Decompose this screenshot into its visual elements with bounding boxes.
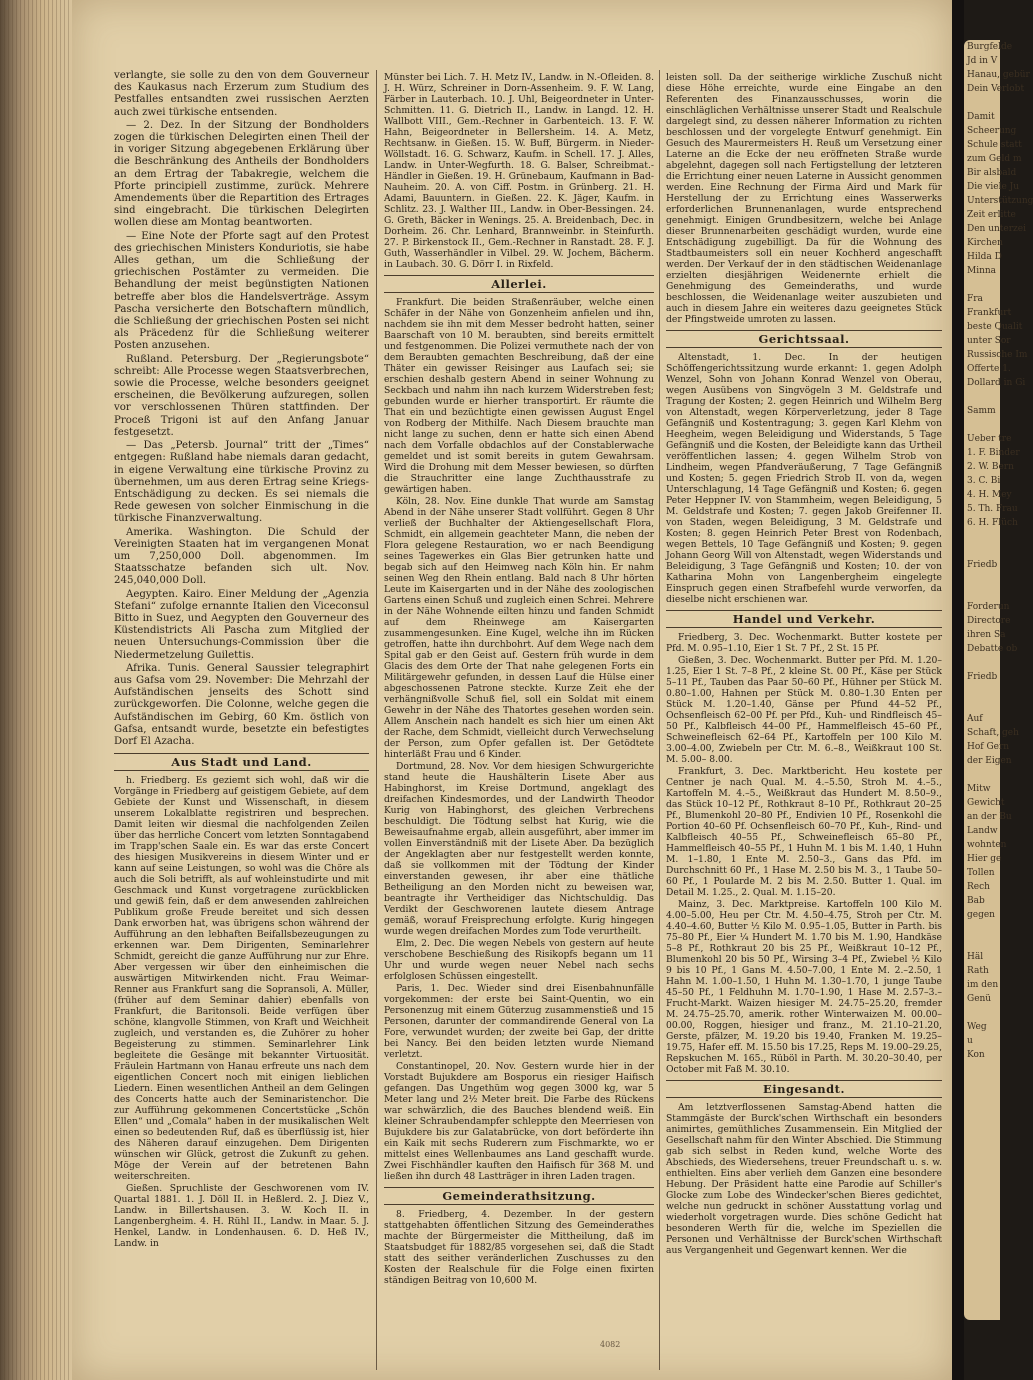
adjacent-page-line: Schule statt [967,140,1022,150]
adjacent-page-line [964,922,1000,936]
adjacent-page-line: Genü [967,994,992,1004]
adjacent-page-line [964,684,1000,698]
adjacent-page-line: Minna [967,266,997,276]
adjacent-page-line: Burgfelde [967,42,1013,52]
adjacent-page-line: Häl [967,952,984,962]
adjacent-page-line: ihren Sa [967,630,1006,640]
adjacent-page-line: Ueber tre [967,434,1012,444]
adjacent-page-line: im den [967,980,999,990]
adjacent-page-line: Russische Im [967,350,1028,360]
section-heading: Eingesandt. [666,1080,942,1098]
adjacent-page-line: Bab [967,896,985,906]
adjacent-page-line: unter Sor [967,336,1011,346]
adjacent-page-line: Hanau, gebür [967,70,1030,80]
adjacent-page-line: 3. C. Bi [967,476,1001,486]
article-paragraph: Mainz, 3. Dec. Marktpreise. Kartoffeln 100 Kilo M. 4.00–5.00, Heu per Ctr. M. 4.50–4.75, Stroh per Ctr. M. 4.40–4.60, Butter ½ Kilo M. 0.95–1.05, Butter in Parth. bis 75–80 Pf., Eier ¼ Hundert M. 1.70 bis M. 1.90, Handkäse 5–8 Pf., Rothkraut 20 bis 25 Pf., Weißkraut 10–12 Pf., Blumenkohl 20 bis 50 Pf., Wirsing 3–4 Pf., Zwiebel ½ Kilo 9 bis 10 Pf., 1 Gans M. 4.50–7.00, 1 Ente M. 2.–2.50, 1 Hahn M. 1.00–1.50, 1 Huhn M. 1.30–1.70, 1 junge Taube 45–50 Pf., 1 Feldhuhn M. 1.70–1.90, 1 Hase M. 2.57–3.– Frucht-Markt. Waizen hiesiger M. 24.75–25.20, fremder M. 24.75–25.70, amerik. rother Winterwaizen M. 00.00–00.00, Roggen, hiesiger und franz., M. 21.10–21.20, Gerste, pfälzer, M. 19.20 bis 19.40, Franken M. 19.25–19.75, Hafer eff. M. 15.50 bis 17.25, Reps M. 19.00–29.25, Repskuchen M. 165., Rüböl in Parth. M. 30.20–30.40, per October mit Faß M. 30.10. [666,899,942,1075]
adjacent-page-line [964,530,1000,544]
adjacent-page-line [964,572,1000,586]
article-paragraph: h. Friedberg. Es geziemt sich wohl, daß wir die Vorgänge in Friedberg auf geistigem Gebiete, auf dem Gebiete der Kunst und Wissenschaft, in diesem unserem Lokalblatte registriren und besprechen. Damit leiten wir diesmal die nachfolgenden Zeilen über das herrliche Concert vom letzten Sonntagabend im Trapp'schen Saale ein. Es war das erste Concert des hiesigen Musikvereins in diesem Winter und er kann auf seine Leistungen, so wohl was die Chöre als auch die Soli betrifft, als auf wohleinstudirte und mit Geschmack und Kunst vorgetragene zurückblicken und gewiß fein, daß er dem anwesenden zahlreichen Publikum große Freude bereitet und sich dessen Dank erworben hat, was übrigens schon während der Aufführung an den lebhaften Beifallsbezeugungen zu erkennen war. Dem Dirigenten, Seminarlehrer Schmidt, gereicht die ganze Aufführung nur zur Ehre. Aber vergessen wir über den einheimischen die auswärtigen Mitwirkenden nicht. Frau Weimar-Renner aus Frankfurt sang die Sopransoli, A. Müller, (früher auf dem Seminar dahier) ebenfalls von Frankfurt, die Baritonsoli. Beide verfügen über schöne, klangvolle Stimmen, von Kraft und Weichheit zugleich, und verstanden es, die Zuhörer zu hoher Begeisterung zu stimmen. Seminarlehrer Link begleitete die Gesänge mit bekannter Virtuosität. Fräulein Hartmann von Hanau erfreute uns nach dem eigentlichen Concert noch mit einigen lieblichen Liedern. Einen wesentlichen Antheil an dem Gelingen des Concerts hatte auch der Seminaristenchor. Die zur Aufführung gekommenen Concertstücke „Schön Ellen“ und „Comala“ haben in der musikalischen Welt einen so bedeutenden Ruf, daß es überflüssig ist, hier des Näheren darauf einzugehen. Dem Dirigenten wünschen wir Glück, getrost die Zukunft zu gehen. Möge der Verein auf der betretenen Bahn weiterschreiten. [114,775,369,1183]
article-paragraph: verlangte, sie solle zu den von dem Gouverneur des Kaukasus nach Erzerum zum Studium des Pestfalles entsandten zwei russischen Aerzten auch zwei türkische entsenden. [114,70,369,118]
adjacent-page-line: Hier ge [967,854,1002,864]
adjacent-page-line: Friedb [967,672,998,682]
adjacent-page-line [964,418,1000,432]
adjacent-page-line [964,698,1000,712]
adjacent-page-line: wohnten [967,840,1007,850]
adjacent-page-line [964,278,1000,292]
adjacent-page-line: Auf [967,714,983,724]
article-paragraph: Rußland. Petersburg. Der „Regierungsbote“ schreibt: Alle Processe wegen Staatsverbrechen, sowie die Processe, welche besonders geeignet erscheinen, die Bevölkerung aufzuregen, sollen vor verschlossenen Thüren stattfinden. Der Proceß Trigoni ist auf den Anfang Januar festgesetzt. [114,353,369,438]
adjacent-page-line: zum Geld m [967,154,1022,164]
adjacent-page-line: Fra [967,294,983,304]
adjacent-page-line [964,544,1000,558]
adjacent-page-line: Mitw [967,784,991,794]
adjacent-page-line [964,768,1000,782]
adjacent-page-line: beste Qualit [967,322,1023,332]
adjacent-page-line: Hof Gern [967,742,1010,752]
adjacent-page-line: Dein Verlobt [967,84,1025,94]
article-paragraph: Friedberg, 3. Dec. Wochenmarkt. Butter kostete per Pfd. M. 0.95–1.10, Eier 1 St. 7 Pf., 2 St. 15 Pf. [666,632,942,654]
adjacent-page-line: 4. H. Mey [967,490,1012,500]
adjacent-page-line: Gewicht [967,798,1005,808]
adjacent-page-line: Dollard in Gi [967,378,1026,388]
adjacent-page-line: Landw [967,826,998,836]
adjacent-page-line: Unterstützung [967,196,1033,206]
article-paragraph: — Das „Petersb. Journal“ tritt der „Times“ entgegen: Rußland habe niemals daran gedacht, in eigene Verwaltung eine türkische Provinz zu übernehmen, um aus deren Ertrag seine Kriegs-Entschädigung zu decken. Es sei niemals die Rede gewesen von solcher Einmischung in die türkische Finanzverwaltung. [114,440,369,525]
article-paragraph: — Eine Note der Pforte sagt auf den Protest des griechischen Ministers Konduriotis, sie habe Alles gethan, um die Schließung der griechischen Postämter zu vermeiden. Die Behandlung der meist begünstigten Nationen betreffe aber blos die Handelsverträge. Assym Pascha versicherte den Botschaftern mündlich, die Schließung der griechischen Posten sei nicht als Präcedenz für die Schließung weiterer Posten anzusehen. [114,230,369,352]
adjacent-page-line: Debatte ob [967,644,1018,654]
section-heading: Gemeinderathsitzung. [384,1187,654,1205]
article-paragraph: Constantinopel, 20. Nov. Gestern wurde hier in der Vorstadt Bujukdere am Bosporus ein riesiger Haifisch gefangen. Das Ungethüm wog gegen 3000 kg, war 5 Meter lang und 2½ Meter breit. Die Farbe des Rückens war schwärzlich, die des Bauches blendend weiß. Ein kleiner Schraubendampfer schleppte den Meerriesen von Bujukdere bis zur Galatabrücke, von dort beförderte ihn ein Kaik mit sechs Ruderern zum Fischmarkte, wo er mittelst eines Wellenbaumes ans Land geschafft wurde. Zwei Fischhändler kauften den Haifisch für 368 M. und ließen ihn durch 48 Lastträger in ihren Laden tragen. [384,1061,654,1182]
adjacent-page-line: Rech [967,882,990,892]
adjacent-page-line [964,936,1000,950]
article-paragraph: Am letztverflossenen Samstag-Abend hatten die Stammgäste der Burck'schen Wirthschaft ein besonders animirtes, gemüthliches Zusammensein. Ein Mitglied der Gesellschaft nahm für den Winter Abschied. Die Stimmung gab sich selbst in Reden kund, welche Worte des Abschieds, des Wiedersehens, treuer Freundschaft u. s. w. enthielten. Eins aber verlieh dem Ganzen eine besondere Hebung. Der Präsident hatte eine Parodie auf Schiller's Glocke zum Lobe des Windecker'schen Bieres gedichtet, welche nun gedruckt in schöner Ausstattung vorlag und wiederholt vorgetragen wurde. Dies schöne Gedicht hat besonderen Werth für die, welche im Speziellen die Personen und Verhältnisse der Burck'schen Wirthschaft aus Vergangenheit und Gegenwart kennen. Wer die [666,1102,942,1256]
adjacent-page-line: Tollen [967,868,995,878]
newspaper-page [72,0,952,1380]
adjacent-page-line [964,586,1000,600]
column-3 [666,72,942,1372]
adjacent-page-line: 1. F. Binder [967,448,1020,458]
adjacent-page-line: Forderun [967,602,1010,612]
adjacent-page-line: Weg [967,1022,987,1032]
article-paragraph: Frankfurt. Die beiden Straßenräuber, welche einen Schäfer in der Nähe von Gonzenheim anfielen und ihn, nachdem sie ihn mit dem Messer bedroht hatten, seiner Baarschaft von 10 M. beraubten, sind bereits ermittelt und festgenommen. Die Polizei vermuthete nach der von dem Beraubten gemachten Beschreibung, daß der eine Thäter ein gewisser Reisinger aus Laufach sei; sie erschien deshalb gestern Abend in seiner Wohnung zu Seckbach und nahm ihn nach kurzem Widerstreben fest; gebunden wurde er hierher transportirt. Er räumte die That ein und bezüchtigte einen gewissen August Engel von Rodberg der Mithilfe. Nach Diesem brauchte man nicht lange zu suchen, denn er hatte sich einen Abend nach dem Vorfalle obdachlos auf der Constablerwache gemeldet und ist somit bereits in gutem Gewahrsam. Wird die Drohung mit dem Messer bewiesen, so dürften die Strauchritter eine lange Zuchthausstrafe zu gewärtigen haben. [384,297,654,495]
adjacent-page-line: Scheerung [967,126,1017,136]
section-heading: Handel und Verkehr. [666,610,942,628]
adjacent-page-line [964,390,1000,404]
article-paragraph: Gießen. Spruchliste der Geschworenen vom IV. Quartal 1881. 1. J. Döll II. in Heßlerd. 2. J. Diez V., Landw. in Billertshausen. 3. W. Koch II. in Langenbergheim. 4. H. Rühl II., Landw. in Maar. 5. J. Henkel, Landw. in Londenhausen. 6. D. Heß IV., Landw. in [114,1183,369,1250]
page-gap [952,0,964,1380]
article-paragraph: Frankfurt, 3. Dec. Marktbericht. Heu kostete per Centner je nach Qual. M. 4.–5.50, Stroh M. 4.–5., Kartoffeln M. 4.–5., Weißkraut das Hundert M. 8.50–9., das Stück 10–12 Pf., Rothkraut 8–10 Pf., Rothkraut 20–25 Pf., Blumenkohl 20–80 Pf., Endivien 10 Pf., Rosenkohl die Portion 40–60 Pf. Ochsenfleisch 60–70 Pf., Kuh-, Rind- und Kalbfleisch 40–55 Pf., Schweinefleisch 65–80 Pf., Hammelfleisch 40–55 Pf., 1 Huhn M. 1 bis M. 1.40, 1 Huhn M. 1–1.80, 1 Ente M. 2.50–3., Gans das Pfd. im Durchschnitt 60 Pf., 1 Hase M. 2.50 bis M. 3., 1 Taube 50–60 Pf., 1 Poularde M. 2 bis M. 2.50. Butter 1. Qual. im Detail M. 1.25., 2. Qual. M. 1.15–20. [666,766,942,898]
article-paragraph: Altenstadt, 1. Dec. In der heutigen Schöffengerichtssitzung wurde erkannt: 1. gegen Adolph Wenzel, Sohn von Johann Konrad Wenzel von Oberau, wegen Ausübens von Singvögeln 3 M. Geldstrafe und Tragung der Kosten; 2. gegen Heinrich und Wilhelm Berg von Altenstadt, wegen Körperverletzung, jeder 8 Tage Gefängniß und Kostentragung; 3. gegen Karl Klehm von Heegheim, wegen Beleidigung und Widerstands, 5 Tage Gefängniß und die Kosten, der Beleidigte kann das Urtheil veröffentlichen lassen; 4. gegen Wilhelm Strob von Lindheim, wegen Pfandveräußerung, 7 Tage Gefängniß und Kosten; 5. gegen Friedrich Strob II. von da, wegen Unterschlagung, 14 Tage Gefängniß und Kosten; 6. gegen Peter Heppner IV. von Stammheim, wegen Beleidigung, 5 M. Geldstrafe und Kosten; 7. gegen Jakob Greifenner II. von Staden, wegen Beleidigung, 3 M. Geldstrafe und Kosten; 8. gegen Heinrich Peter Brest von Rodenbach, wegen Bettels, 10 Tage Gefängniß und Kosten; 9. gegen Johann Georg Will von Altenstadt, wegen Widerstands und Beleidigung, 3 Tage Gefängniß und Kosten; 10. der von Katharina Mohn von Langenbergheim eingelegte Einspruch gegen einen Strafbefehl wurde verworfen, da dieselbe nicht erschienen war. [666,352,942,605]
adjacent-page-line: Samm [967,406,996,416]
adjacent-page-line: gegen [967,910,995,920]
adjacent-page-line: Schaft, geh [967,728,1019,738]
adjacent-page-line: Zeit erlitte [967,210,1016,220]
column-1 [114,70,369,1370]
article-paragraph: Münster bei Lich. 7. H. Metz IV., Landw. in N.-Ofleiden. 8. J. H. Würz, Schreiner in Dorn-Assenheim. 9. F. W. Lang, Färber in Lauterbach. 10. J. Uhl, Beigeordneter in Unter-Schmitten. 11. G. Dietrich II., Landw. in Langd. 12. H. Wallbott VIII., Gem.-Rechner in Garbenteich. 13. F. W. Hahn, Beigeordneter in Bellersheim. 14. A. Metz, Rechtsanw. in Gießen. 15. W. Buff, Bürgerm. in Nieder-Wöllstadt. 16. G. Schwarz, Kaufm. in Schell. 17. J. Alles, Landw. in Unter-Wegfurth. 18. G. Balser, Schreibmat.-Händler in Gießen. 19. H. Grünebaum, Kaufmann in Bad-Nauheim. 20. A. von Ciff. Postm. in Grünberg. 21. H. Adami, Bauuntern. in Gießen. 22. K. Jäger, Kaufm. in Schlitz. 23. J. Walther III., Landw. in Ober-Bessingen. 24. G. Greth, Bäcker in Wenings. 25. A. Breidenbach, Dec. in Dorheim. 26. Chr. Lenhard, Brannweinbr. in Steinfurth. 27. P. Birkenstock II., Gem.-Rechner in Ranstadt. 28. F. J. Guth, Wasserhändler in Vilbel. 29. W. Jochem, Bächerm. in Laubach. 30. G. Dörr I. in Rixfeld. [384,72,654,270]
adjacent-page-line: Frankfurt [967,308,1012,318]
adjacent-page-line: Friedb [967,560,998,570]
adjacent-page-line: 2. W. Bern [967,462,1014,472]
adjacent-page-line: an der Bu [967,812,1012,822]
adjacent-page-edge [964,40,1033,1320]
adjacent-page-line [964,1006,1000,1020]
adjacent-page-line: Damit [967,112,995,122]
article-paragraph: Aegypten. Kairo. Einer Meldung der „Agenzia Stefani“ zufolge ernannte Italien den Viceconsul Bitto in Suez, und Aegypten den Gouverneur des Küstendistricts Ali Pascha zum Mitglied der neuen Untersuchungs-Commission über die Niedermetzelung Guilettis. [114,588,369,661]
adjacent-page-line: Bir alsbald [967,168,1017,178]
adjacent-page-line: 5. Th. Frau [967,504,1018,514]
article-paragraph: leisten soll. Da der seitherige wirkliche Zuschuß nicht diese Höhe erreichte, wurde eine Eingabe an den Referenten des Finanzausschusses, worin die einschläglichen Verhältnisse unserer Stadt und Realschule dargelegt sind, zu dessen näherer Information zu richten beschlossen und der vorgelegte Entwurf genehmigt. Ein Gesuch des Maurermeisters H. Reuß um Versetzung einer Laterne an die Ecke der neu eröffneten Straße wurde abgelehnt, dagegen soll nach Fertigstellung der letzteren die Errichtung einer neuen Laterne in Aussicht genommen werden. Eine Rechnung der Firma Aird und Mark für Herstellung der zu Errichtung eines Wasserwerks erforderlichen Brunnenanlagen, wurde entsprechend genehmigt. Einigen Grundbesitzern, welche bei Anlage dieser Brunnenarbeiten geschädigt wurden, wurde eine Entschädigung zugebilligt. Da für die Wohnung des Stadtbaumeisters soll ein neuer Kochherd angeschafft werden. Der Verkauf der in den städtischen Weidenanlage erzielten diesjährigen Weidenernte erhielt die Genehmigung des Gemeinderaths, und wurde beschlossen, die Weidenanlage weiter auszubieten und auch in diesem Jahre ein weiteres dazu geeignetes Stück der Pfingstweide umroten zu lassen. [666,72,942,325]
section-heading: Aus Stadt und Land. [114,753,369,771]
adjacent-page-line: Jd in V [967,56,998,66]
article-paragraph: Köln, 28. Nov. Eine dunkle That wurde am Samstag Abend in der Nähe unserer Stadt vollführt. Gegen 8 Uhr verließ der Buchhalter der Aktiengesellschaft Flora, Schmidt, ein allgemein geachteter Mann, die neben der Flora gelegene Restauration, wo er nach Beendigung seines Tagewerkes ein Glas Bier getrunken hatte und begab sich auf den Heimweg nach Köln hin. Er nahm seinen Weg den Rhein entlang. Bald nach 8 Uhr hörten Leute im Kaisergarten und in der Nähe des zoologischen Gartens einen Schuß und zugleich einen Schrei. Mehrere in der Nähe Wohnende eilten hinzu und fanden Schmidt auf dem Rheinwege am Kaisergarten zusammengesunken. Eine Kugel, welche ihn im Rücken getroffen, hatte ihn durchbohrt. Auf dem Wege nach dem Spital gab er den Geist auf. Gestern früh wurde in dem Glacis des dem Orte der That nahe gelegenen Forts ein Militärgewehr gefunden, in dessen Lauf die Hülse einer abgeschossenen Patrone steckte. Kurze Zeit ehe der verhängnißvolle Schuß fiel, soll ein Soldat mit einem Gewehr in der Nähe des Thatortes gesehen worden sein. Allem Anschein nach handelt es sich hier um einen Akt der Rache, dem Schmidt, vielleicht durch Verwechselung der Person, zum Opfer gefallen ist. Der Getödtete hinterläßt Frau und 6 Kinder. [384,496,654,760]
article-paragraph: Dortmund, 28. Nov. Vor dem hiesigen Schwurgerichte stand heute die Haushälterin Lisete Aber aus Habinghorst, im Kreise Dortmund, angeklagt des dreifachen Kindesmordes, und der Landwirth Theodor Kurig von Habinghorst, des gleichen Verbrechens beschuldigt. Die Tödtung selbst hat Kurig, wie die Beweisaufnahme ergab, allein ausgeführt, aber immer im vollen Einverständniß mit der Lisete Aber. Da bezüglich der Angeklagten aber nur festgestellt werden konnte, daß sie vollkommen mit der Tödtung der Kinder einverstanden gewesen, ihr aber eine thätliche Betheiligung an den Morden nicht zu beweisen war, beantragte ihr Vertheidiger das Nichtschuldig. Das Verdikt der Geschworenen lautete diesem Antrage gemäß, worauf Freisprechung erfolgte. Kurig hingegen wurde wegen dreifachen Mordes zum Tode verurtheilt. [384,761,654,937]
section-heading: Allerlei. [384,275,654,293]
column-rule [659,70,660,1370]
adjacent-page-line: Die viele Ju [967,182,1020,192]
page-stamp: 4082 [600,1340,621,1349]
article-paragraph: Gießen, 3. Dec. Wochenmarkt. Butter per Pfd. M. 1.20–1.25, Eier 1 St. 7–8 Pf., 2 kleine St. 00 Pf., Käse per Stück 5–11 Pf., Tauben das Paar 50–60 Pf., Hühner per Stück M. 0.80–1.00, Hahnen per Stück M. 0.80–1.30 Enten per Stück M. 1.20–1.40, Gänse per Pfund 44–52 Pf., Ochsenfleisch 62–00 Pf. per Pfd., Kuh- und Rindfleisch 45–50 Pf., Kalbfleisch 44–00 Pf., Hammelfleisch 45–60 Pf., Schweinefleisch 62–64 Pf., Kartoffeln per 100 Kilo M. 3.00–4.00, Zwiebeln per Ctr. M. 6.–8., Weißkraut 100 St. M. 5.00– 8.00. [666,655,942,765]
adjacent-page-line: u [967,1036,973,1046]
adjacent-page-line [964,96,1000,110]
section-heading: Gerichtssaal. [666,330,942,348]
adjacent-page-line [964,656,1000,670]
article-paragraph: — 2. Dez. In der Sitzung der Bondholders zogen die türkischen Delegirten einen Theil der in voriger Sitzung abgegebenen Erklärung über die Beschränkung des Antheils der Bondholders an dem Ertrag der Tabakregie, welchem die Pforte principiell zustimme, zurück. Mehrere Amendements über die Repartition des Ertrages sind eingebracht. Die türkischen Delegirten wollen diese am Montag beantworten. [114,119,369,229]
adjacent-page-line: Offerte 1. [967,364,1011,374]
adjacent-page-line: Hilda D [967,252,1002,262]
adjacent-page-line: Kon [967,1050,985,1060]
column-rule [376,70,377,1370]
article-paragraph: Amerika. Washington. Die Schuld der Vereinigten Staaten hat im vergangenen Monat um 7,250,000 Doll. abgenommen. Im Staatsschatze befanden sich ult. Nov. 245,040,000 Doll. [114,526,369,587]
adjacent-page-line: Kirchen [967,238,1003,248]
page-edges [0,0,72,1380]
column-2 [384,72,654,1372]
adjacent-page-line: Rath [967,966,989,976]
adjacent-page-line: Directore [967,616,1011,626]
article-paragraph: Paris, 1. Dec. Wieder sind drei Eisenbahnunfälle vorgekommen: der erste bei Saint-Quentin, wo ein Personenzug mit einem Güterzug zusammenstieß und 15 Personen, darunter der commandirende General von La Fore, verwundet wurden; der zweite bei Gap, der dritte bei Nancy. Bei den beiden letzten wurde Niemand verletzt. [384,983,654,1060]
adjacent-page-line: 6. H. Flüch [967,518,1018,528]
article-paragraph: 8. Friedberg, 4. Dezember. In der gestern stattgehabten öffentlichen Sitzung des Gemeinderathes machte der Bürgermeister die Mittheilung, daß im Staatsbudget für 1882/85 vorgesehen sei, daß die Stadt statt des seither veränderlichen Zuschusses zu den Kosten der Realschule für die Folge einen fixirten ständigen Beitrag von 10,600 M. [384,1209,654,1286]
adjacent-page-line: Den unterzei [967,224,1026,234]
article-paragraph: Elm, 2. Dec. Die wegen Nebels von gestern auf heute verschobene Beschießung des Risikopfs begann um 11 Uhr und wurde wegen neuer Nebel nach sechs erfolglosen Schüssen eingestellt. [384,938,654,982]
adjacent-page-line: der Eigen [967,756,1012,766]
article-paragraph: Afrika. Tunis. General Saussier telegraphirt aus Gafsa vom 29. November: Die Mehrzahl der Aufständischen jenseits des Schott sind zurückgeworfen. Die Colonne, welche gegen die Aufständischen im Gebirg, 60 Km. östlich von Gafsa, entsandt wurde, besetzte ein befestigtes Dorf El Azacha. [114,662,369,747]
